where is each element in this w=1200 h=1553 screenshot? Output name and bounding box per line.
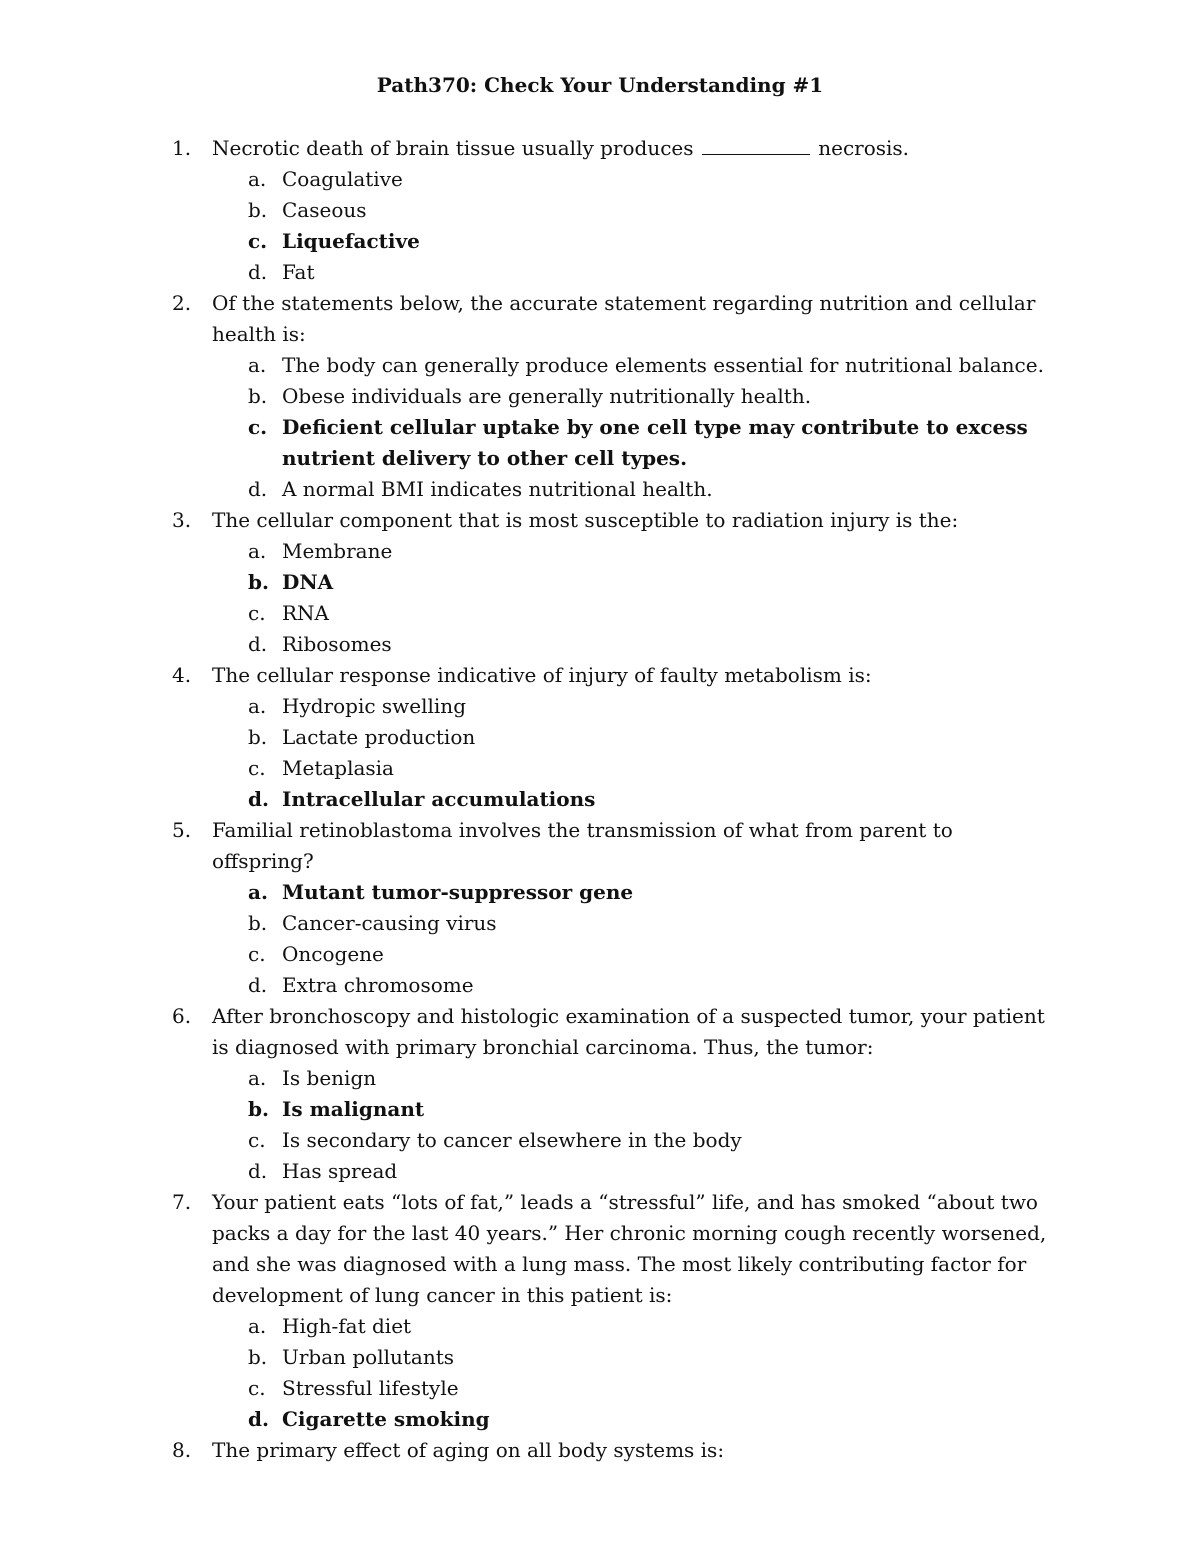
question-number: 5.: [172, 818, 192, 842]
option-label: a.: [248, 167, 267, 191]
question-text: After bronchoscopy and histologic examination of a suspected tumor, your patient is diagnosed with primary bronchial carcinoma. Thus, the tumor:: [212, 1004, 1045, 1059]
question-2: [0, 288, 1200, 505]
option-text: Fat: [282, 260, 315, 284]
option-label: b.: [248, 570, 269, 594]
option-label: a.: [248, 1314, 267, 1338]
option-label: a.: [248, 539, 267, 563]
option-text: Cancer-causing virus: [282, 911, 497, 935]
option-text: Obese individuals are generally nutritionally health.: [282, 384, 812, 408]
question-text: Of the statements below, the accurate statement regarding nutrition and cellular health is:: [212, 291, 1036, 346]
option-label: b.: [248, 198, 268, 222]
question-number: 6.: [172, 1004, 192, 1028]
question-text-after-blank: necrosis.: [818, 136, 910, 160]
question-number: 7.: [172, 1190, 192, 1214]
option-text: Has spread: [282, 1159, 398, 1183]
answer-option-correct: [212, 1094, 1060, 1125]
answer-option-correct: [212, 567, 1060, 598]
fill-in-blank: [702, 136, 810, 155]
option-text: Extra chromosome: [282, 973, 474, 997]
option-text: DNA: [282, 570, 334, 594]
option-text: Caseous: [282, 198, 367, 222]
option-label: a.: [248, 353, 267, 377]
answer-options: [212, 691, 1060, 815]
answer-option: [212, 908, 1060, 939]
answer-option: [212, 350, 1060, 381]
question-text: The cellular response indicative of injury of faulty metabolism is:: [212, 663, 872, 687]
question-5: [0, 815, 1200, 1001]
option-text: Is secondary to cancer elsewhere in the body: [282, 1128, 742, 1152]
answer-options: [212, 536, 1060, 660]
answer-option: [212, 1311, 1060, 1342]
question-number: 4.: [172, 663, 192, 687]
option-label: c.: [248, 942, 266, 966]
answer-option: [212, 195, 1060, 226]
option-label: c.: [248, 1376, 266, 1400]
option-label: d.: [248, 1407, 269, 1431]
option-label: c.: [248, 601, 266, 625]
option-text: Mutant tumor-suppressor gene: [282, 880, 634, 904]
option-text: Hydropic swelling: [282, 694, 466, 718]
question-4: [0, 660, 1200, 815]
answer-option: [212, 1373, 1060, 1404]
option-label: a.: [248, 694, 267, 718]
answer-option-correct: [212, 226, 1060, 257]
option-label: d.: [248, 787, 269, 811]
question-text: Your patient eats “lots of fat,” leads a “stressful” life, and has smoked “about two packs a day for the last 40 years.” Her chronic morning cough recently worsened, and she was diagnosed with a lung mass. The most likely contributing factor for development of lung cancer in this patient is:: [212, 1190, 1047, 1307]
option-label: d.: [248, 260, 268, 284]
question-7: [0, 1187, 1200, 1435]
answer-option: [212, 598, 1060, 629]
question-text: The cellular component that is most susceptible to radiation injury is the:: [212, 508, 959, 532]
answer-options: [212, 1311, 1060, 1435]
answer-options: [212, 877, 1060, 1001]
answer-option: [212, 1125, 1060, 1156]
option-label: b.: [248, 911, 268, 935]
question-number: 8.: [172, 1438, 192, 1462]
option-text: A normal BMI indicates nutritional health.: [282, 477, 713, 501]
answer-option: [212, 722, 1060, 753]
question-number: 1.: [172, 136, 192, 160]
answer-option: [212, 474, 1060, 505]
option-text: Membrane: [282, 539, 393, 563]
option-label: b.: [248, 1097, 269, 1121]
answer-option: [212, 536, 1060, 567]
option-label: a.: [248, 1066, 267, 1090]
option-label: b.: [248, 725, 268, 749]
option-text: The body can generally produce elements essential for nutritional balance.: [282, 353, 1044, 377]
answer-options: [212, 1063, 1060, 1187]
answer-option: [212, 629, 1060, 660]
document-title: Path370: Check Your Understanding #1: [376, 73, 824, 97]
answer-option-correct: [212, 412, 1060, 474]
question-text: Familial retinoblastoma involves the transmission of what from parent to offspring?: [212, 818, 953, 873]
option-text: Oncogene: [282, 942, 384, 966]
answer-option-correct: [212, 1404, 1060, 1435]
option-label: c.: [248, 229, 268, 253]
option-label: c.: [248, 756, 266, 780]
answer-option: [212, 1342, 1060, 1373]
option-label: c.: [248, 1128, 266, 1152]
answer-option: [212, 1063, 1060, 1094]
question-number: 2.: [172, 291, 192, 315]
question-3: [0, 505, 1200, 660]
question-text: [212, 133, 1060, 164]
answer-option-correct: [212, 784, 1060, 815]
question-8: [0, 1435, 1200, 1466]
option-text: Ribosomes: [282, 632, 392, 656]
option-label: d.: [248, 477, 268, 501]
option-text: Urban pollutants: [282, 1345, 455, 1369]
option-label: c.: [248, 415, 268, 439]
option-text: RNA: [282, 601, 330, 625]
option-text: Intracellular accumulations: [282, 787, 596, 811]
option-text: Liquefactive: [282, 229, 420, 253]
question-1: [0, 133, 1200, 288]
option-label: a.: [248, 880, 268, 904]
question-text-before-blank: Necrotic death of brain tissue usually produces: [212, 136, 694, 160]
option-text: Stressful lifestyle: [282, 1376, 459, 1400]
question-6: [0, 1001, 1200, 1187]
option-text: Lactate production: [282, 725, 476, 749]
option-label: d.: [248, 632, 268, 656]
option-text: Metaplasia: [282, 756, 394, 780]
answer-option: [212, 691, 1060, 722]
answer-options: [212, 164, 1060, 288]
answer-option: [212, 381, 1060, 412]
option-label: d.: [248, 1159, 268, 1183]
option-text: High-fat diet: [282, 1314, 412, 1338]
option-text: Coagulative: [282, 167, 403, 191]
option-label: d.: [248, 973, 268, 997]
answer-option: [212, 970, 1060, 1001]
option-text: Cigarette smoking: [282, 1407, 490, 1431]
option-label: b.: [248, 1345, 268, 1369]
option-text: Deficient cellular uptake by one cell type may contribute to excess nutrient delivery to other cell types.: [282, 415, 1028, 470]
question-text: The primary effect of aging on all body systems is:: [212, 1438, 725, 1462]
option-text: Is benign: [282, 1066, 377, 1090]
answer-option: [212, 1156, 1060, 1187]
question-list: [0, 133, 1200, 1466]
question-number: 3.: [172, 508, 192, 532]
answer-option: [212, 753, 1060, 784]
option-label: b.: [248, 384, 268, 408]
answer-option: [212, 939, 1060, 970]
answer-option: [212, 164, 1060, 195]
answer-option-correct: [212, 877, 1060, 908]
answer-option: [212, 257, 1060, 288]
answer-options: [212, 350, 1060, 505]
option-text: Is malignant: [282, 1097, 425, 1121]
